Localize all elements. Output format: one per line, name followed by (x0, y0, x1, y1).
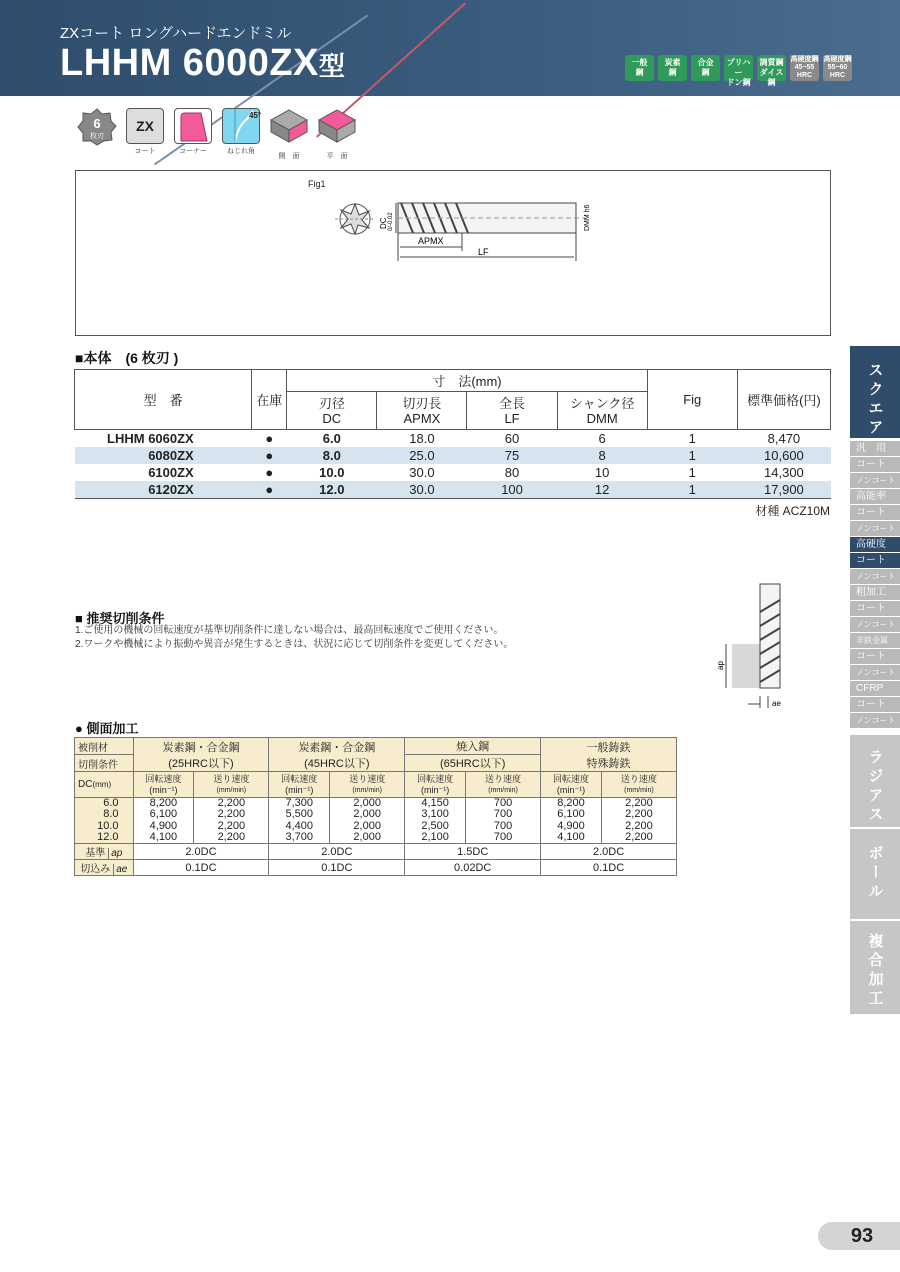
cell-dmm: 12 (557, 481, 647, 499)
col-fig: Fig (647, 370, 737, 430)
cell-stock: ● (265, 465, 274, 480)
group-name-line: (25HRC以下) (168, 757, 234, 770)
sidebar-subitem[interactable]: ノンコート (850, 473, 900, 489)
dc-unit: (mm) (92, 780, 112, 789)
col-lf (467, 392, 557, 430)
page-header (0, 0, 900, 96)
dc-header (75, 772, 134, 798)
product-subtitle: ZXコート ロングハードエンドミル (60, 25, 292, 42)
conditions-label: 切削条件 (75, 755, 134, 772)
cell-value: 4,400 (269, 821, 330, 833)
group-name-line: 炭素鋼・合金鋼 (162, 741, 240, 754)
unit-label: 送り速度 (485, 773, 522, 784)
table-row (75, 832, 677, 844)
depth-label-text: 切込み (80, 864, 111, 875)
cell-lf: 100 (467, 481, 557, 499)
cell-value: 2,000 (330, 798, 405, 810)
depth-value: 0.1DC (133, 860, 269, 876)
cell-value: 700 (466, 809, 541, 821)
cell-lf: 75 (467, 447, 557, 464)
cell-apmx: 30.0 (409, 465, 435, 480)
flute-count-icon (76, 108, 118, 161)
dc-tolerance: 0/-0.02 (388, 212, 394, 231)
cell-stock: ● (252, 430, 287, 448)
cell-value: 2,200 (194, 809, 269, 821)
cell-value: 4,100 (133, 832, 194, 844)
cell-value: 4,100 (541, 832, 602, 844)
cell-value: 5,500 (269, 809, 330, 821)
group-3-sub: (65HRC以下) (405, 755, 541, 772)
cell-value: 2,200 (194, 832, 269, 844)
depth-label (75, 860, 134, 876)
sidebar-subitem[interactable]: CFRP (850, 681, 900, 697)
col-dims: 寸 法(mm) (287, 370, 647, 392)
helix-box (222, 108, 260, 144)
sidebar-subitems (850, 441, 900, 729)
sidebar-subitem[interactable]: コート (850, 553, 900, 569)
table-row (75, 809, 677, 821)
col-price: 標準価格(円) (737, 370, 830, 430)
sidebar-ball-label: ボール (866, 845, 884, 902)
depth-row (75, 860, 677, 876)
unit-value: (mm/min) (216, 786, 247, 794)
corner-box (174, 108, 212, 144)
cross-section (335, 204, 375, 234)
cell-model: 6120ZX (75, 481, 252, 499)
depth-symbol: ap (108, 848, 122, 859)
depth-value: 0.1DC (541, 860, 677, 876)
material-badge-line: プリハー (726, 58, 751, 77)
sidebar-subitem[interactable]: 高硬度 (850, 537, 900, 553)
cell-value: 3,700 (269, 832, 330, 844)
spec-section-title: ■本体 (6 枚刃 ) (75, 350, 179, 366)
sidebar-subitem[interactable]: コート (850, 649, 900, 665)
feed-header (194, 772, 269, 798)
cell-value: 700 (466, 798, 541, 810)
sidebar-subitem[interactable]: 非鉄金属 (850, 633, 900, 649)
material-badge (823, 55, 852, 81)
cell-apmx: 25.0 (377, 447, 467, 464)
sidebar-subitem[interactable]: ノンコート (850, 569, 900, 585)
sidebar-radius-label: ラジアス (866, 749, 884, 825)
cell-stock: ● (252, 447, 287, 464)
cell-value: 2,200 (194, 821, 269, 833)
col-model: 型 番 (75, 370, 252, 430)
unit-label: 送り速度 (620, 773, 657, 784)
table-row (75, 430, 831, 448)
depth-value: 2.0DC (541, 844, 677, 860)
unit-label: 送り速度 (349, 773, 386, 784)
unit-label: 回転速度 (281, 773, 318, 784)
material-badge-line: HRC (796, 72, 813, 79)
cell-dc: 12.0 (75, 832, 134, 844)
dc-label: DC (379, 217, 388, 229)
sidebar-complex[interactable] (850, 921, 900, 1014)
material-badge (691, 55, 720, 81)
note-1: 1.ご使用の機械の回転速度が基準切削条件に達しない場合は、最高回転速度でご使用ください。 (75, 625, 504, 636)
group-1 (133, 738, 269, 772)
feature-icons (76, 108, 358, 161)
cell-dc: 12.0 (287, 481, 377, 499)
dmm-label: DMM h6 (584, 204, 591, 231)
cell-value: 2,200 (601, 798, 676, 810)
cell-dc: 6.0 (75, 798, 134, 810)
group-name-line: (45HRC以下) (304, 757, 370, 770)
depth-label (75, 844, 134, 860)
depth-value: 2.0DC (269, 844, 405, 860)
dmm-h1: シャンク径 (569, 395, 635, 411)
coat-caption: コート (134, 148, 156, 155)
col-dc (287, 392, 377, 430)
cell-stock: ● (252, 481, 287, 499)
depth-value: 0.1DC (269, 860, 405, 876)
sidebar-subitem[interactable]: ノンコート (850, 713, 900, 729)
group-name-line: 特殊鋳鉄 (586, 757, 631, 770)
table-row (75, 464, 831, 481)
group-2 (269, 738, 405, 772)
cell-value: 8,200 (133, 798, 194, 810)
depth-row (75, 844, 677, 860)
title-text: LHHM 6000ZX (60, 42, 319, 84)
material-badge-line: 鋼 (635, 68, 644, 77)
unit-value: (min⁻¹) (421, 784, 450, 795)
material-badge-line: 鋼 (668, 68, 677, 77)
lf-h1: 全長 (499, 395, 526, 411)
dmm-h2: DMM (586, 410, 618, 426)
dc-text: DC (78, 779, 93, 790)
cell-dc: 10.0 (75, 821, 134, 833)
cell-value: 8,200 (541, 798, 602, 810)
sidebar-subitem[interactable]: コート (850, 697, 900, 713)
unit-value: (mm/min) (624, 786, 654, 794)
material-badge-line: 調質鋼 (759, 58, 784, 67)
material-badge-line: ドン鋼 (726, 78, 751, 87)
sidebar-radius[interactable] (850, 735, 900, 827)
col-apmx (377, 392, 467, 430)
material-badge-line: 高硬度鋼 (823, 56, 852, 63)
unit-value: (min⁻¹) (556, 784, 586, 795)
group-name-line: 一般鋳鉄 (586, 741, 631, 754)
side-machining-icon (268, 108, 310, 161)
unit-value: (mm/min) (488, 786, 518, 794)
sidebar-square[interactable] (850, 346, 900, 438)
apmx-label: APMX (418, 236, 444, 246)
col-stock: 在庫 (252, 370, 287, 430)
material-badge (625, 55, 654, 81)
unit-label: 回転速度 (552, 773, 589, 784)
cell-dc: 8.0 (75, 809, 134, 821)
face-caption: 平 面 (326, 153, 348, 160)
apmx-h1: 切刃長 (402, 395, 442, 411)
title-suffix: 型 (318, 51, 346, 81)
cell-fig: 1 (688, 465, 696, 480)
material-badge-line: 高硬度鋼 (790, 56, 819, 63)
cell-dc: 6.0 (287, 430, 377, 448)
svg-text:6: 6 (93, 116, 101, 131)
tool-drawing (76, 171, 832, 337)
feed-header (601, 772, 676, 798)
workpiece-label: 被削材 (75, 738, 134, 755)
cell-value: 2,200 (601, 832, 676, 844)
cell-value: 2,200 (601, 821, 676, 833)
unit-label: 回転速度 (145, 773, 182, 784)
sidebar-subitem[interactable]: 粗加工 (850, 585, 900, 601)
cell-value: 700 (466, 821, 541, 833)
coating-icon (124, 108, 166, 161)
material-badge-line: 55~60 (827, 64, 848, 71)
side-cut-title: ● 側面加工 (75, 721, 139, 736)
rpm-header (269, 772, 330, 798)
page-number: 93 (818, 1222, 900, 1250)
unit-value: (min⁻¹) (285, 784, 314, 795)
cell-price: 8,470 (737, 430, 830, 448)
unit-label: 回転速度 (417, 773, 454, 784)
apmx-h2: APMX (403, 410, 441, 426)
group-3-name: 焼入鋼 (405, 738, 541, 755)
sidebar-complex-label: 複合加工 (866, 933, 884, 1009)
cell-apmx: 30.0 (377, 481, 467, 499)
cell-apmx: 18.0 (377, 430, 467, 448)
cell-value: 2,000 (330, 809, 405, 821)
material-badge (790, 55, 819, 81)
sidebar-subitem[interactable]: ノンコート (850, 617, 900, 633)
cell-value: 2,000 (330, 832, 405, 844)
cell-price: 14,300 (764, 465, 804, 480)
sidebar-square-label: スクエア (866, 362, 884, 438)
tool-figure (75, 170, 831, 336)
cell-value: 2,200 (194, 798, 269, 810)
cell-model: 6100ZX (148, 465, 194, 480)
cell-price: 17,900 (737, 481, 830, 499)
corner-caption: コーナー (179, 148, 207, 155)
svg-text:枚刃: 枚刃 (90, 133, 104, 140)
sidebar-subitem[interactable]: 汎 用 (850, 441, 900, 457)
side-cut-table (74, 737, 677, 876)
sidebar-subitem[interactable]: ノンコート (850, 521, 900, 537)
cell-value: 7,300 (269, 798, 330, 810)
sidebar-ball[interactable] (850, 829, 900, 919)
cell-value: 2,100 (405, 832, 466, 844)
cell-fig: 1 (647, 447, 737, 464)
cell-dmm: 6 (557, 430, 647, 448)
cell-dc: 10.0 (319, 465, 345, 480)
cell-value: 6,100 (541, 809, 602, 821)
cell-value: 2,500 (405, 821, 466, 833)
cell-dmm: 10 (594, 465, 610, 480)
unit-label: 送り速度 (213, 773, 250, 784)
cell-value: 2,200 (601, 809, 676, 821)
tool-side-view (398, 203, 586, 233)
coat-label: ZX (126, 108, 164, 144)
note-2: 2.ワークや機械により振動や異音が発生するときは、状況に応じて切削条件を変更してください。 (75, 639, 514, 650)
spec-rows (75, 430, 831, 499)
material-badge-line: 45~55 (794, 64, 815, 71)
cell-dc: 8.0 (287, 447, 377, 464)
conditions-title: ■ 推奨切削条件 (75, 611, 165, 626)
cutting-diagram (712, 578, 792, 712)
material-badge (724, 55, 753, 87)
sidebar-subitem[interactable]: コート (850, 457, 900, 473)
ap-label: ap (716, 661, 725, 670)
cell-dmm: 8 (557, 447, 647, 464)
conditions-notes (75, 624, 513, 652)
feed-header (330, 772, 405, 798)
sidebar-subitem[interactable]: 高能率 (850, 489, 900, 505)
material-badge (658, 55, 687, 81)
cell-fig: 1 (647, 430, 737, 448)
table-row (75, 481, 831, 499)
depth-value: 0.02DC (405, 860, 541, 876)
group-4 (541, 738, 677, 772)
material-badge-line: 炭素 (664, 58, 681, 67)
cell-value: 4,150 (405, 798, 466, 810)
cell-value: 700 (466, 832, 541, 844)
depth-value: 2.0DC (133, 844, 269, 860)
material-badge-line: ダイス鋼 (759, 68, 784, 87)
cell-model: LHHM 6060ZX (75, 430, 252, 448)
product-title (60, 42, 345, 85)
group-name-line: 炭素鋼・合金鋼 (298, 741, 376, 754)
helix-caption: ねじれ角 (227, 148, 255, 155)
cell-model: 6080ZX (75, 447, 252, 464)
rpm-header (541, 772, 602, 798)
depth-value: 1.5DC (405, 844, 541, 860)
material-badges (625, 55, 852, 87)
material-badge-line: 鋼 (701, 68, 710, 77)
ae-label: ae (772, 699, 781, 708)
depth-label-text: 基準 (85, 848, 106, 859)
helix-angle-icon (220, 108, 262, 161)
material-badge (757, 55, 786, 87)
rpm-header (405, 772, 466, 798)
material-badge-line: 合金 (697, 58, 714, 67)
material-note: 材種 ACZ10M (755, 504, 830, 518)
sidebar-subitem[interactable]: コート (850, 601, 900, 617)
corner-icon (172, 108, 214, 161)
material-badge-line: 一般 (631, 58, 648, 67)
svg-text:45°: 45° (249, 111, 262, 120)
table-row (75, 447, 831, 464)
cell-fig: 1 (647, 481, 737, 499)
cell-value: 3,100 (405, 809, 466, 821)
sidebar-subitem[interactable]: コート (850, 505, 900, 521)
spec-table (74, 369, 831, 499)
cell-lf: 60 (467, 430, 557, 448)
lf-label: LF (478, 247, 489, 257)
cell-value: 6,100 (133, 809, 194, 821)
cell-lf: 80 (504, 465, 520, 480)
dc-h2: DC (322, 410, 342, 426)
feed-header (466, 772, 541, 798)
unit-value: (mm/min) (352, 786, 382, 794)
cell-price: 10,600 (737, 447, 830, 464)
cell-value: 4,900 (541, 821, 602, 833)
figure-label: Fig1 (308, 179, 326, 189)
cell-value: 2,000 (330, 821, 405, 833)
unit-value: (min⁻¹) (149, 784, 178, 795)
depth-symbol: ae (113, 864, 127, 875)
dc-h1: 刃径 (318, 395, 345, 411)
cell-value: 4,900 (133, 821, 194, 833)
face-machining-icon (316, 108, 358, 161)
material-badge-line: HRC (829, 72, 846, 79)
col-dmm (557, 392, 647, 430)
lf-h2: LF (504, 410, 520, 426)
sidebar-subitem[interactable]: ノンコート (850, 665, 900, 681)
rpm-header (133, 772, 194, 798)
side-caption: 側 面 (278, 153, 300, 160)
